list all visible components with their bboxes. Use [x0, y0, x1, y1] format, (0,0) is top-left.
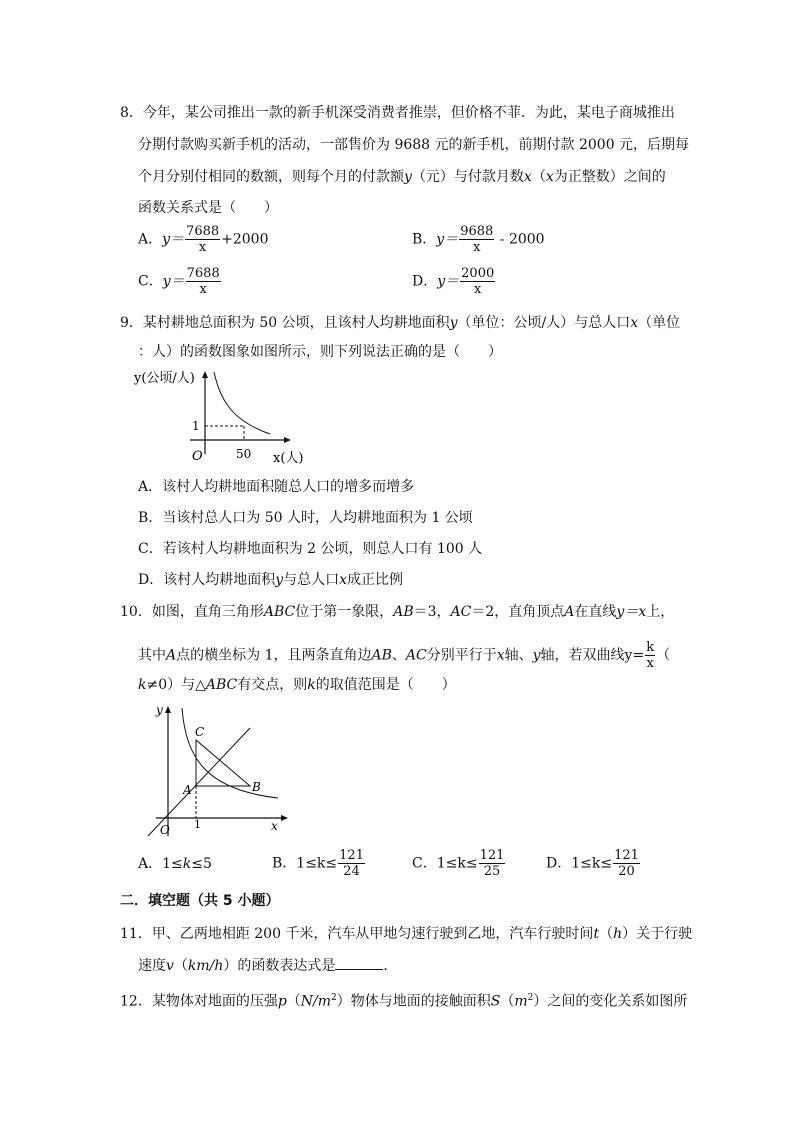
- q10-option-c: C．1≤k≤ $\frac{121}{25}$: [412, 848, 505, 879]
- q10-point-c: C: [195, 725, 205, 739]
- q8-option-d: D．y＝ $\frac{2000}{x}$: [412, 266, 495, 297]
- q11-line2: 速度v（km/h）的函数表达式是 ．: [138, 958, 398, 974]
- q10-option-d: D．1≤k≤ $\frac{121}{20}$: [546, 848, 639, 879]
- q8-line1: 8．今年，某公司推出一款的新手机深受消费者推崇，但价格不菲．为此，某电子商城推出: [120, 105, 675, 121]
- q9-option-d: D．该村人均耕地面积y与总人口x成正比例: [138, 572, 404, 588]
- q10-tick-1: 1: [194, 818, 201, 831]
- q9-x-arrow: [284, 437, 291, 443]
- q10-x-label: x: [271, 819, 278, 833]
- q8-line2: 分期付款购买新手机的活动，一部售价为 9688 元的新手机，前期付款 2000 元，后期每: [138, 137, 690, 153]
- section-heading: 二．填空题（共 5 小题）: [120, 893, 280, 909]
- q9-option-a: A．该村人均耕地面积随总人口的增多而增多: [138, 479, 415, 495]
- q9-graph: [130, 368, 310, 468]
- q9-option-c: C．若该村人均耕地面积为 2 公顷，则总人口有 100 人: [138, 541, 483, 557]
- q9-line2: ：人）的函数图象如图所示，则下列说法正确的是（ ）: [138, 344, 502, 360]
- q11-line1: 11．甲、乙两地相距 200 千米，汽车从甲地匀速行驶到乙地，汽车行驶时间t（h）关于行驶: [120, 926, 693, 942]
- q8-option-b: B．y＝ $\frac{9688}{x}$ - 2000: [412, 224, 545, 255]
- q10-graph: [138, 700, 288, 840]
- q10-y-label: y: [156, 703, 163, 717]
- q10-line1: 10．如图，直角三角形ABC位于第一象限，AB＝3，AC＝2，直角顶点A在直线y＝x上，: [120, 604, 675, 620]
- q10-point-b: B: [252, 780, 261, 794]
- q10-line3: k≠0）与△ABC有交点，则k的取值范围是（ ）: [138, 677, 456, 693]
- q9-y-label: y(公顷/人): [134, 371, 195, 386]
- q10-triangle: [196, 740, 250, 786]
- q10-point-a: A: [183, 783, 192, 797]
- q10-y-arrow: [165, 706, 171, 713]
- q9-option-b: B．当该村总人口为 50 人时，人均耕地面积为 1 公顷: [138, 510, 473, 526]
- q9-x-label: x(人): [273, 451, 304, 466]
- q9-tick-50: 50: [236, 447, 252, 461]
- q8-line3: 个月分别付相同的数额，则每个月的付款额y（元）与付款月数x（x为正整数）之间的: [138, 169, 666, 185]
- q8-line4: 函数关系式是（ ）: [138, 200, 278, 216]
- q10-option-a: A．1≤k≤5: [138, 856, 212, 872]
- q10-origin: O: [160, 823, 170, 837]
- q10-line2: 其中A点的横坐标为 1，且两条直角边AB、AC分别平行于x轴、y轴，若双曲线y= $\frac{k}{x}$ （: [138, 640, 671, 671]
- q9-line1: 9．某村耕地总面积为 50 公顷，且该村人均耕地面积y（单位：公顷/人）与总人口x（单位: [120, 315, 681, 331]
- q9-y-arrow: [202, 371, 208, 378]
- q9-tick-1: 1: [192, 419, 200, 433]
- q10-x-arrow: [281, 815, 288, 821]
- q9-curve: [214, 372, 270, 434]
- q11-answer-blank[interactable]: [335, 957, 383, 970]
- q10-option-b: B．1≤k≤ $\frac{121}{24}$: [272, 848, 364, 879]
- q8-option-c: C．y＝ $\frac{7688}{x}$: [138, 266, 220, 297]
- q12-line1: 12．某物体对地面的压强$p(N/m^2)$物体与地面的接触面积$S(m^2)$之间的变化关系如图所: [120, 993, 688, 1010]
- q8-option-a: A．y＝ $\frac{7688}{x}$ +2000: [138, 224, 269, 255]
- q9-origin: O: [192, 449, 203, 464]
